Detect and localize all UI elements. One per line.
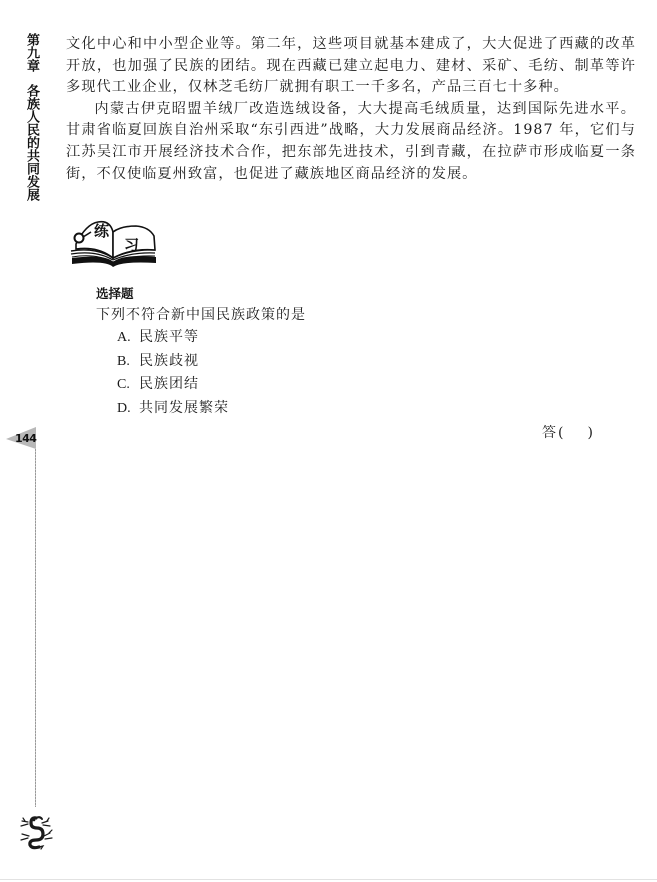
option-letter: C. [117,377,130,392]
answer-options [96,326,616,420]
option-c [117,373,616,397]
option-text: 民族团结 [139,376,199,392]
option-a [117,326,616,350]
section-heading: 选择题 [96,286,134,301]
option-text: 民族平等 [139,329,199,345]
option-b [117,350,616,374]
exercise-char-lian: 练 [94,222,110,240]
exercise-section [96,284,616,420]
option-d [117,397,616,421]
paragraph-1: 文化中心和中小型企业等。第二年，这些项目就基本建成了，大大促进了西藏的改革开放，也加强了民族的团结。现在西藏已建立起电力、建材、采矿、毛纺、制革等许多现代工业企业，仅林芝毛纺厂就拥有职工一千多名，产品三百七十多种。 [66,36,636,96]
answer-open-paren: ( [558,425,566,441]
option-letter: B. [117,353,130,369]
page-number: 144 [15,432,37,445]
margin-rule [35,449,36,807]
exercise-char-xi: 习 [124,236,140,254]
chapter-running-head [24,33,38,201]
body-text [66,34,636,185]
exercise-book-icon [66,214,160,268]
answer-label: 答 [542,425,558,441]
option-letter: D. [117,400,131,416]
option-letter: A. [117,330,131,345]
page-bottom-edge [0,879,657,880]
chapter-number: 第九章 [24,33,39,72]
answer-close-paren: ) [587,425,595,441]
answer-slot [542,422,595,442]
question-stem: 下列不符合新中国民族政策的是 [96,307,306,323]
chapter-title: 各族人民的共同发展 [24,84,39,201]
dragon-icon [16,812,56,850]
paragraph-2: 内蒙古伊克昭盟羊绒厂改造选绒设备，大大提高毛绒质量，达到国际先进水平。甘肃省临夏回族自治州采取“东引西进”战略，大力发展商品经济。1987 年，它们与江苏吴江市开展经济技术合作，把东部先进技术，引到青藏，在拉萨市形成临夏一条街，不仅使临夏州致富，也促进了藏族地区商品经济的发展。 [66,100,636,182]
option-text: 共同发展繁荣 [139,399,229,416]
option-text: 民族歧视 [139,352,199,369]
